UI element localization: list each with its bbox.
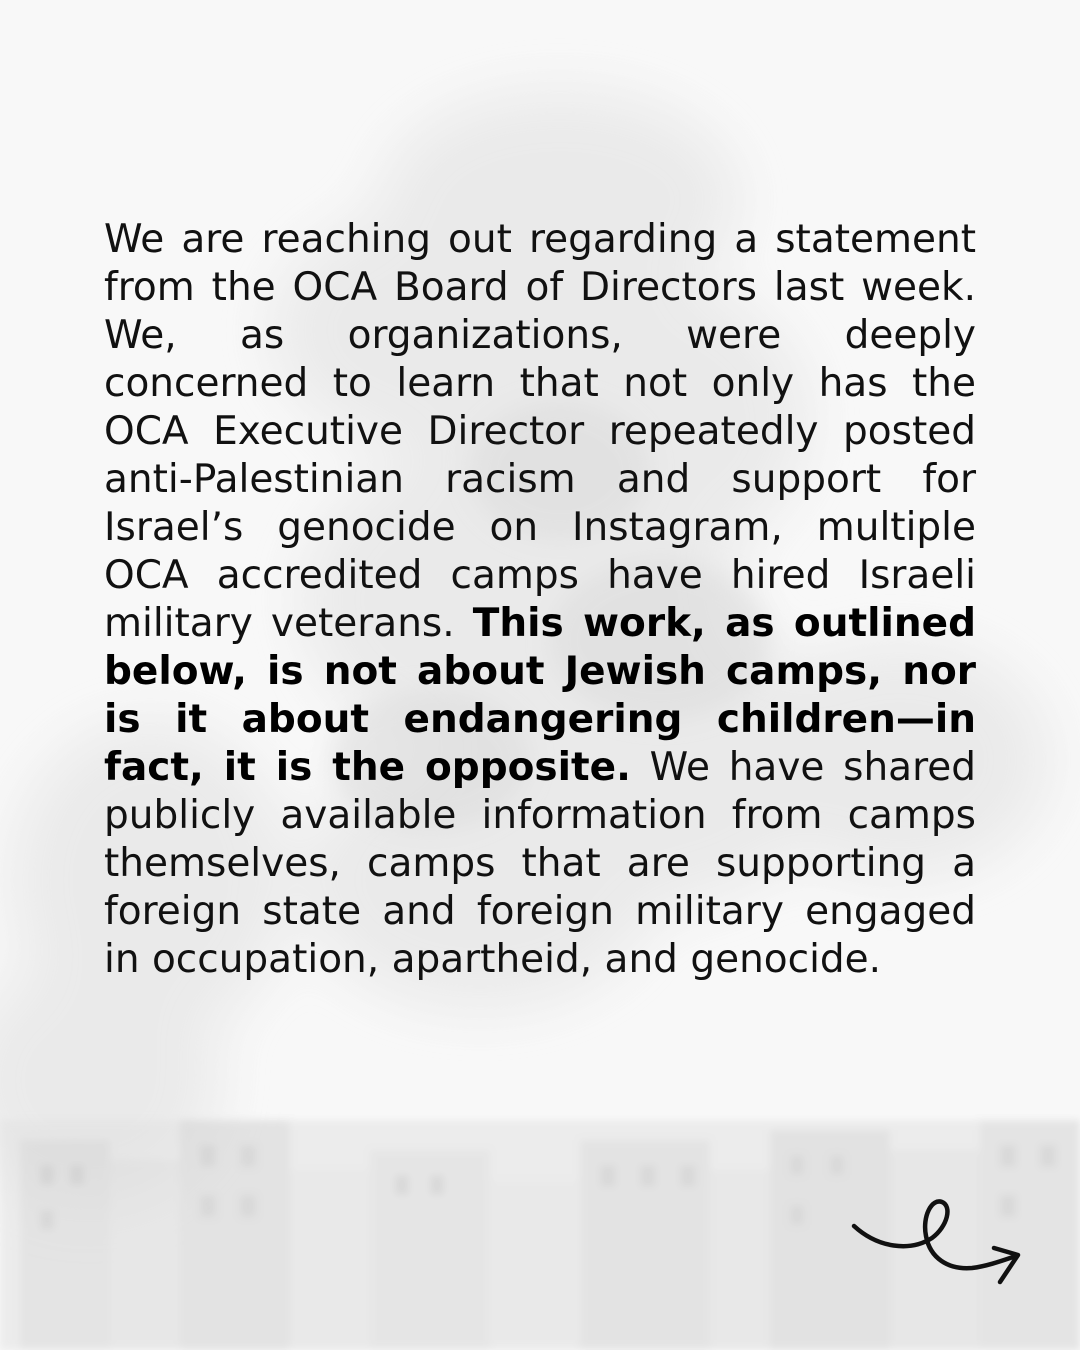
- statement-emphasis: This work, as outlined below, is not about Jewish camps, nor is it about endangering children—in fact, it is the opposite.: [104, 601, 977, 790]
- swipe-arrow-icon[interactable]: [848, 1196, 1024, 1296]
- statement-paragraph: [104, 216, 976, 984]
- statement-intro: We are reaching out regarding a statement from the OCA Board of Directors last week. We, as organizations, were deeply concerned to learn that not only has the OCA Executive Director repeatedly posted anti-Palestinian racism and support for Israel’s genocide on Instagram, multiple OCA accredited camps have hired Israeli military veterans.: [104, 217, 976, 646]
- statement-closing: We have shared publicly available information from camps themselves, camps that are supporting a foreign state and foreign military engaged in occupation, apartheid, and genocide.: [104, 745, 976, 982]
